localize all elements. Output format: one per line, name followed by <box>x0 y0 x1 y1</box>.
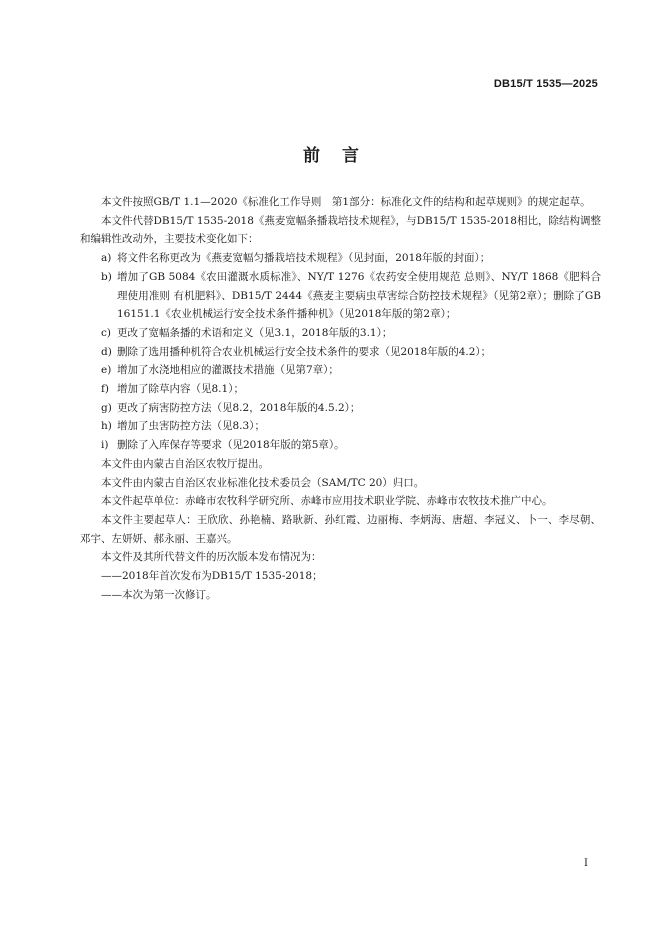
list-item <box>80 324 601 343</box>
page-title: 前言 <box>303 146 381 166</box>
page-number: I <box>584 858 588 869</box>
list-marker: c) <box>101 326 111 339</box>
list-marker: i) <box>101 439 109 452</box>
list-marker: g) <box>101 401 112 414</box>
list-item <box>80 268 601 324</box>
list-marker: d) <box>101 345 112 358</box>
history-item: ——2018年首次发布为DB15/T 1535-2018； <box>101 570 323 583</box>
list-marker: h) <box>101 420 112 433</box>
list-item <box>80 249 601 268</box>
changes-list <box>80 249 601 455</box>
list-item <box>80 361 601 380</box>
foreword-body <box>80 193 601 604</box>
document-code: DB15/T 1535—2025 <box>493 78 598 90</box>
list-item-text: 删除了选用播种机符合农业机械运行安全技术条件的要求（见2018年版的4.2）； <box>117 345 492 358</box>
list-item <box>80 436 601 455</box>
history-intro-paragraph: 本文件及其所代替文件的历次版本发布情况为： <box>101 551 322 564</box>
list-item-text: 删除了入库保存等要求（见2018年版的第5章）。 <box>117 439 345 452</box>
list-item-text: 增加了除草内容（见8.1）； <box>117 383 244 396</box>
list-item <box>80 417 601 436</box>
list-item <box>80 380 601 399</box>
list-item-text: 增加了虫害防控方法（见8.3）； <box>117 420 265 433</box>
proposed-by-paragraph: 本文件由内蒙古自治区农牧厅提出。 <box>101 457 269 470</box>
list-item-text: 更改了病害防控方法（见8.2，2018年版的4.5.2）； <box>117 401 361 414</box>
drafters-paragraph: 本文件主要起草人：王欣欣、孙艳楠、路耿新、孙红霞、边丽梅、李炳海、唐超、李冠义、卜一、李尽朝、邓宇、左妍妍、郝永丽、王嘉兴。 <box>80 513 601 545</box>
list-item <box>80 399 601 418</box>
list-marker: e) <box>101 364 112 377</box>
history-item: ——本次为第一次修订。 <box>101 588 217 601</box>
list-item-text: 将文件名称更改为《燕麦宽幅匀播栽培技术规程》（见封面，2018年版的封面）； <box>117 252 491 265</box>
list-marker: f) <box>101 383 109 396</box>
replaces-paragraph: 本文件代替DB15/T 1535-2018《燕麦宽幅条播栽培技术规程》，与DB15/T 1535-2018相比，除结构调整和编辑性改动外，主要技术变化如下： <box>80 214 601 246</box>
list-item-text: 更改了宽幅条播的术语和定义（见3.1，2018年版的3.1）； <box>117 326 393 339</box>
intro-paragraph: 本文件按照GB/T 1.1—2020《标准化工作导则 第1部分：标准化文件的结构和起草规则》的规定起草。 <box>101 196 591 208</box>
list-item-text: 增加了水浇地相应的灌溉技术措施（见第7章）； <box>117 364 339 377</box>
list-item-text: 增加了GB 5084《农田灌溉水质标准》、NY/T 1276《农药安全使用规范 总则》、NY/T 1868《肥料合理使用准则 有机肥料》、DB15/T 2444《燕麦主要病虫草害综合防控技术规程》（见第2章）；删除了GB 16151.1《农业机械运行安全技术条件播种机》（见2018年版的第2章）； <box>117 270 601 321</box>
list-marker: b) <box>101 270 112 283</box>
drafting-units-paragraph: 本文件起草单位：赤峰市农牧科学研究所、赤峰市应用技术职业学院、赤峰市农牧技术推广中心。 <box>101 495 553 508</box>
list-marker: a) <box>101 252 112 265</box>
managed-by-paragraph: 本文件由内蒙古自治区农业标准化技术委员会（SAM/TC 20）归口。 <box>101 476 425 489</box>
list-item <box>80 343 601 362</box>
